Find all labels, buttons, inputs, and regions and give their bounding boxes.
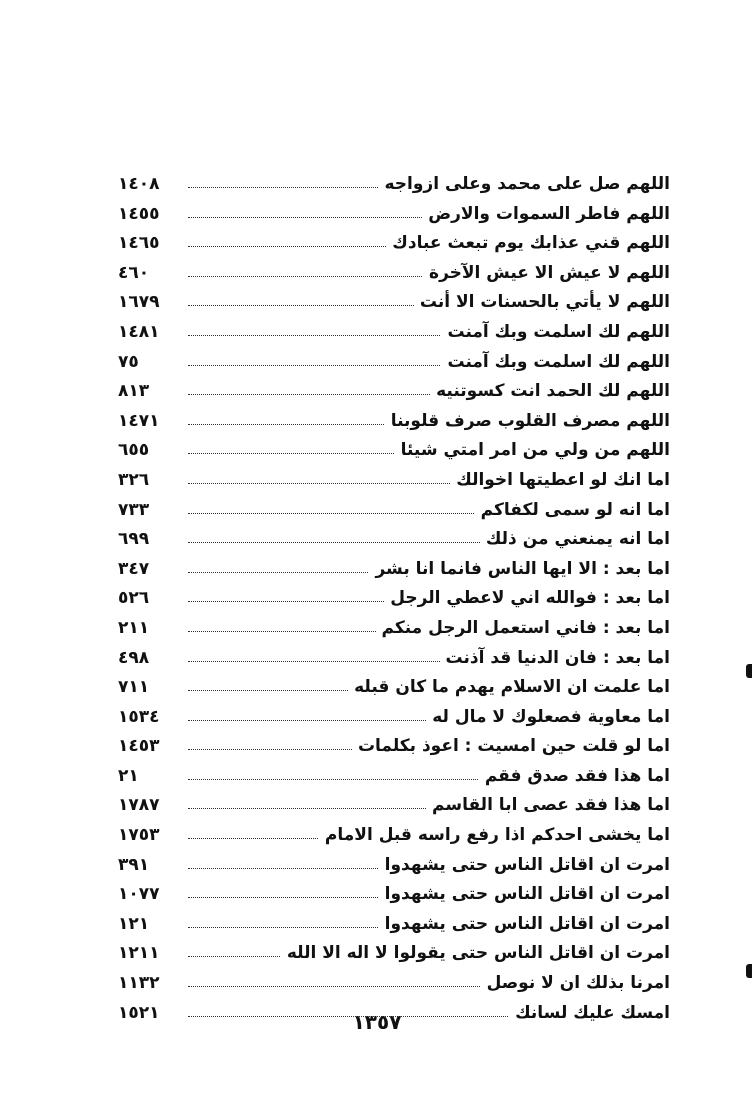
entry-page-number: ٤٦٠ (118, 262, 150, 283)
entry-text: اللهم صل على محمد وعلى ازواجه (378, 173, 670, 195)
entry-text: اما هذا فقد عصى ابا القاسم (426, 794, 670, 816)
entry-page-number: ٤٩٨ (118, 647, 150, 668)
entry-text: اما بعد : فان الدنيا قد آذنت (440, 647, 671, 669)
index-entry (118, 288, 670, 318)
entry-page-number: ١٥٣٤ (118, 706, 160, 727)
index-entry (118, 644, 670, 674)
entry-text: اما علمت ان الاسلام يهدم ما كان قبله (348, 676, 670, 698)
entry-page-number: ٢١ (118, 765, 139, 786)
entry-text: اللهم لك الحمد انت كسوتنيه (430, 380, 670, 402)
index-entry (118, 584, 670, 614)
entry-page-number: ١٢١١ (118, 943, 160, 964)
entry-text: اللهم قني عذابك يوم تبعث عبادك (386, 232, 670, 254)
entry-text: اما انه لو سمى لكفاكم (475, 499, 670, 521)
entry-page-number: ١٤٥٣ (118, 736, 160, 757)
entry-page-number: ١٧٨٧ (118, 795, 160, 816)
index-entry (118, 703, 670, 733)
entry-page-number: ٢١١ (118, 617, 150, 638)
entry-page-number: ٦٥٥ (118, 440, 150, 461)
entry-text: اللهم لك اسلمت وبك آمنت (441, 321, 670, 343)
index-entry (118, 555, 670, 585)
entry-page-number: ١٧٥٣ (118, 825, 160, 846)
entry-text: امسك عليك لسانك (509, 1002, 670, 1024)
entry-text: اللهم من ولي من امر امتي شيئا (395, 439, 670, 461)
entry-text: اما بعد : فوالله اني لاعطي الرجل (384, 587, 670, 609)
entry-text: اللهم لا عيش الا عيش الآخرة (423, 262, 670, 284)
entry-text: امرنا بذلك ان لا نوصل (481, 972, 670, 994)
entry-text: امرت ان اقاتل الناس حتى يشهدوا (379, 913, 670, 935)
index-entry (118, 673, 670, 703)
entry-text: اما انه يمنعني من ذلك (480, 528, 670, 550)
index-entry (118, 939, 670, 969)
entry-text: اما بعد : الا ايها الناس فانما انا بشر (369, 558, 670, 580)
index-entry (118, 229, 670, 259)
index-entry (118, 851, 670, 881)
index-entry (118, 614, 670, 644)
entry-text: اما معاوية فصعلوك لا مال له (426, 706, 670, 728)
entry-page-number: ١٢١ (118, 913, 150, 934)
entry-page-number: ١٤٦٥ (118, 233, 160, 254)
index-entry (118, 791, 670, 821)
entry-page-number: ٣٢٦ (118, 469, 150, 490)
entry-text: اما بعد : فاني استعمل الرجل منكم (376, 617, 671, 639)
index-entry (118, 821, 670, 851)
entry-page-number: ٧٥ (118, 351, 139, 372)
index-list (118, 170, 670, 1028)
entry-page-number: ١٠٧٧ (118, 884, 160, 905)
index-entry (118, 762, 670, 792)
entry-page-number: ١٤٨١ (118, 321, 160, 342)
index-entry (118, 969, 670, 999)
index-entry (118, 436, 670, 466)
entry-page-number: ١٤٥٥ (118, 203, 160, 224)
entry-page-number: ٥٢٦ (118, 588, 150, 609)
entry-text: اما انك لو اعطيتها اخوالك (450, 469, 670, 491)
entry-text: اما هذا فقد صدق فقم (479, 765, 670, 787)
index-entry (118, 496, 670, 526)
entry-page-number: ١١٣٢ (118, 973, 160, 994)
index-entry (118, 525, 670, 555)
index-entry (118, 318, 670, 348)
entry-text: امرت ان اقاتل الناس حتى يقولوا لا اله الا الله (281, 942, 670, 964)
entry-text: اللهم مصرف القلوب صرف قلوبنا (385, 410, 670, 432)
entry-text: اما لو قلت حين امسيت : اعوذ بكلمات (352, 735, 670, 757)
entry-page-number: ١٦٧٩ (118, 292, 160, 313)
index-entry (118, 466, 670, 496)
entry-text: اللهم فاطر السموات والارض (422, 203, 670, 225)
entry-page-number: ٣٤٧ (118, 558, 150, 579)
entry-page-number: ٣٩١ (118, 854, 150, 875)
index-entry (118, 407, 670, 437)
index-entry (118, 910, 670, 940)
entry-page-number: ١٤٧١ (118, 410, 160, 431)
entry-text: امرت ان اقاتل الناس حتى يشهدوا (379, 883, 670, 905)
entry-page-number: ١٥٢١ (118, 1002, 160, 1023)
entry-text: امرت ان اقاتل الناس حتى يشهدوا (379, 854, 670, 876)
index-entry (118, 732, 670, 762)
entry-text: اللهم لا يأتي بالحسنات الا أنت (414, 291, 670, 313)
index-entry (118, 377, 670, 407)
margin-mark (746, 964, 752, 978)
entry-page-number: ٦٩٩ (118, 529, 150, 550)
index-entry (118, 348, 670, 378)
index-entry (118, 170, 670, 200)
margin-mark (746, 664, 752, 678)
entry-text: اللهم لك اسلمت وبك آمنت (441, 351, 670, 373)
index-entry (118, 200, 670, 230)
entry-page-number: ٧٣٣ (118, 499, 150, 520)
entry-page-number: ٨١٣ (118, 381, 150, 402)
entry-page-number: ٧١١ (118, 677, 150, 698)
page-number: ١٣٥٧ (352, 1010, 402, 1034)
entry-page-number: ١٤٠٨ (118, 174, 160, 194)
index-entry (118, 880, 670, 910)
entry-text: اما يخشى احدكم اذا رفع راسه قبل الامام (319, 824, 670, 846)
index-entry (118, 259, 670, 289)
